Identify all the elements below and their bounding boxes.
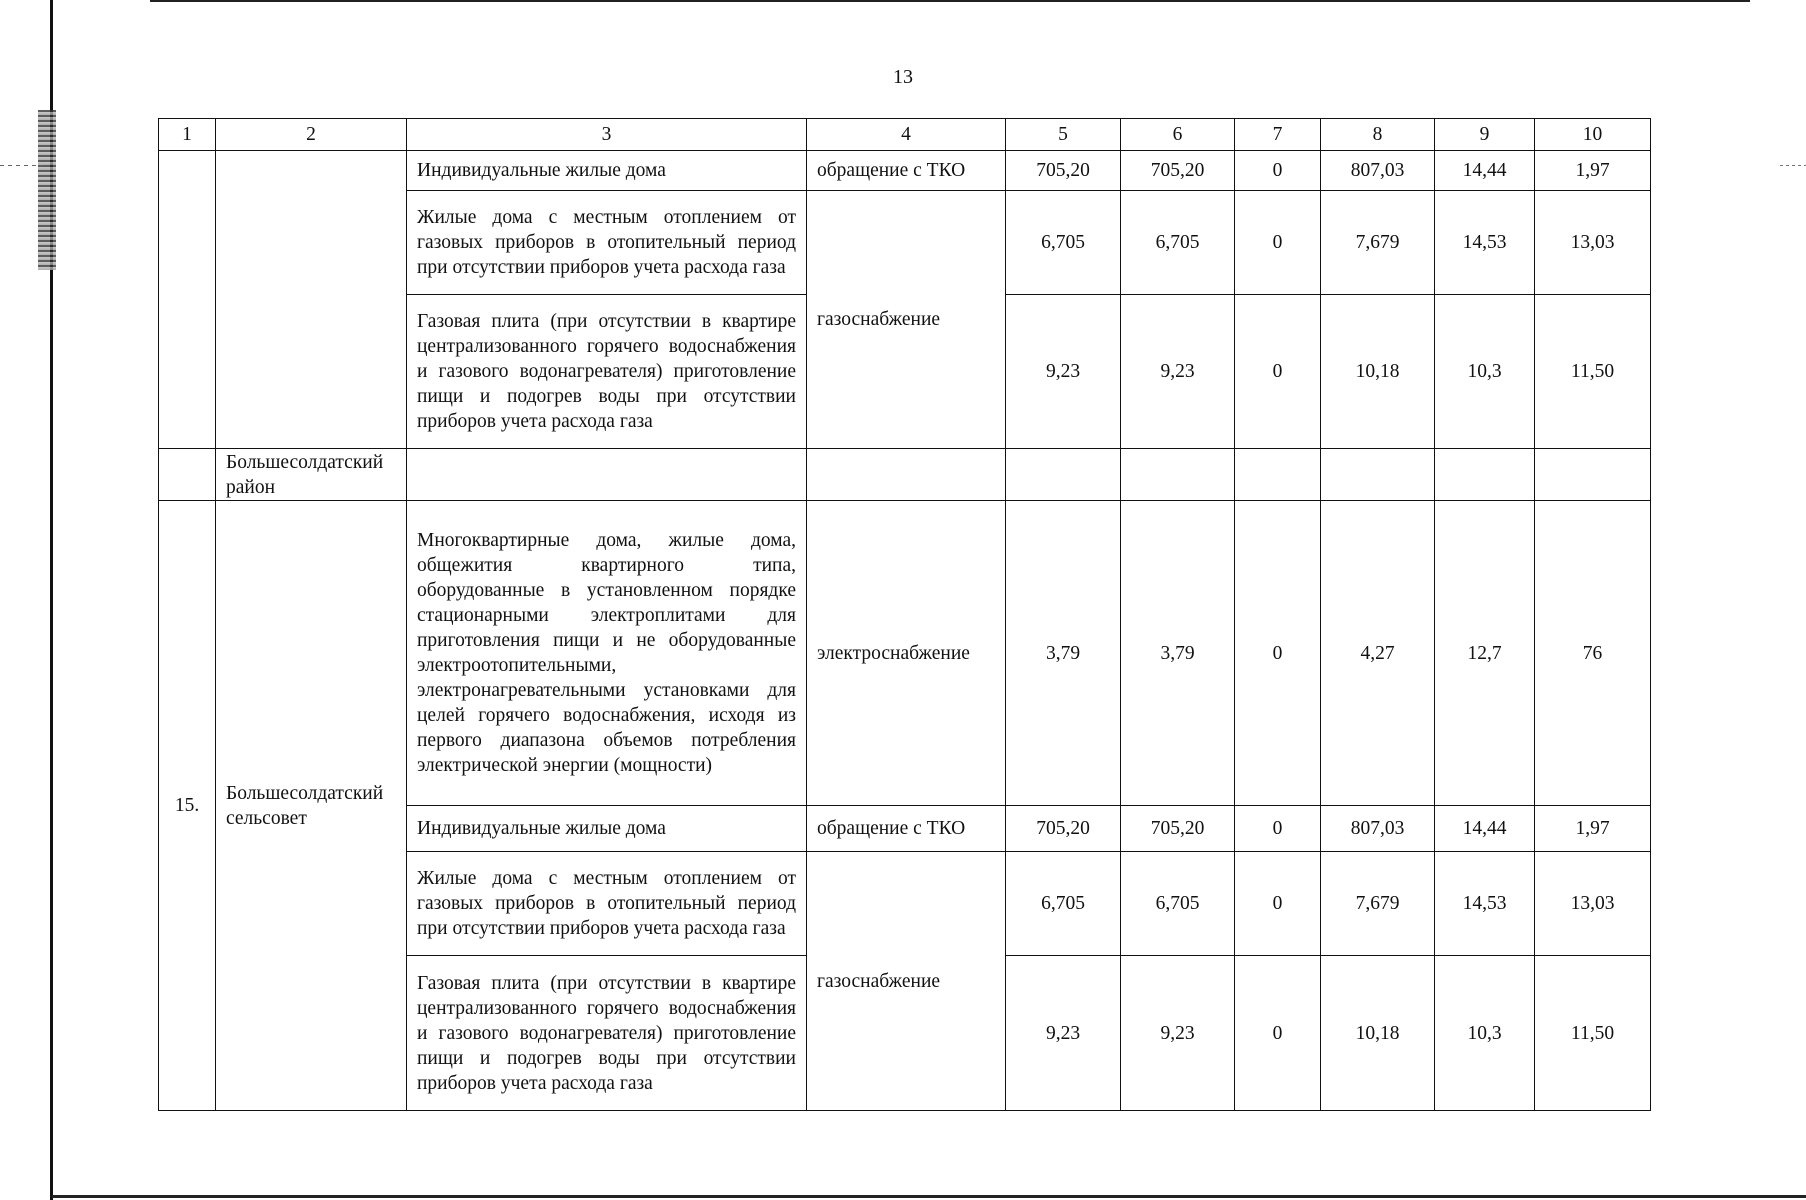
value-cell: 14,44 <box>1435 806 1535 852</box>
column-number: 9 <box>1435 119 1535 151</box>
value-cell: 10,18 <box>1321 956 1435 1111</box>
housing-type-cell: Жилые дома с местным отоплением от газовых приборов в отопительный период при отсутствии приборов учета расхода газа <box>407 191 807 295</box>
column-number: 10 <box>1535 119 1651 151</box>
service-cell: газоснабжение <box>807 852 1006 1111</box>
value-cell: 10,3 <box>1435 956 1535 1111</box>
row-number-cell <box>159 151 216 449</box>
empty-cell <box>1535 449 1651 501</box>
value-cell: 9,23 <box>1121 295 1235 449</box>
housing-type-cell: Многоквартирные дома, жилые дома, общежития квартирного типа, оборудованные в установленном порядке стационарными электроплитами для приготовления пищи и не оборудованные электроотопительными, электронагревательными установками для целей горячего водоснабжения, исходя из первого диапазона объемов потребления электрической энергии (мощности) <box>407 501 807 806</box>
row-number-cell: 15. <box>159 501 216 1111</box>
column-number: 4 <box>807 119 1006 151</box>
column-number: 7 <box>1235 119 1321 151</box>
value-cell: 807,03 <box>1321 151 1435 191</box>
column-number-row <box>159 119 1651 151</box>
housing-type-cell: Индивидуальные жилые дома <box>407 151 807 191</box>
value-cell: 0 <box>1235 191 1321 295</box>
column-number: 1 <box>159 119 216 151</box>
service-cell: обращение с ТКО <box>807 151 1006 191</box>
column-number: 2 <box>216 119 407 151</box>
value-cell: 11,50 <box>1535 295 1651 449</box>
district-name: Большесолдатский район <box>216 449 407 501</box>
value-cell: 9,23 <box>1006 295 1121 449</box>
value-cell: 705,20 <box>1121 806 1235 852</box>
value-cell: 14,44 <box>1435 151 1535 191</box>
scan-bottom-edge <box>52 1195 1806 1198</box>
scan-left-dash <box>0 165 42 166</box>
value-cell: 0 <box>1235 852 1321 956</box>
settlement-cell: Большесолдатский сельсовет <box>216 501 407 1111</box>
value-cell: 6,705 <box>1121 852 1235 956</box>
district-row <box>159 449 1651 501</box>
value-cell: 13,03 <box>1535 191 1651 295</box>
column-number: 6 <box>1121 119 1235 151</box>
value-cell: 4,27 <box>1321 501 1435 806</box>
value-cell: 7,679 <box>1321 191 1435 295</box>
value-cell: 807,03 <box>1321 806 1435 852</box>
value-cell: 10,18 <box>1321 295 1435 449</box>
value-cell: 13,03 <box>1535 852 1651 956</box>
value-cell: 1,97 <box>1535 151 1651 191</box>
column-number: 8 <box>1321 119 1435 151</box>
value-cell: 12,7 <box>1435 501 1535 806</box>
service-cell: обращение с ТКО <box>807 806 1006 852</box>
value-cell: 6,705 <box>1006 191 1121 295</box>
value-cell: 3,79 <box>1006 501 1121 806</box>
service-cell: газоснабжение <box>807 191 1006 449</box>
empty-cell <box>1235 449 1321 501</box>
housing-type-cell: Индивидуальные жилые дома <box>407 806 807 852</box>
scan-top-edge <box>150 0 1750 2</box>
value-cell: 0 <box>1235 501 1321 806</box>
value-cell: 10,3 <box>1435 295 1535 449</box>
value-cell: 6,705 <box>1121 191 1235 295</box>
column-number: 5 <box>1006 119 1121 151</box>
tariff-table <box>158 118 1651 1111</box>
service-cell: электроснабжение <box>807 501 1006 806</box>
scan-right-dash <box>1780 165 1806 166</box>
value-cell: 11,50 <box>1535 956 1651 1111</box>
value-cell: 9,23 <box>1006 956 1121 1111</box>
empty-cell <box>407 449 807 501</box>
value-cell: 0 <box>1235 956 1321 1111</box>
column-number: 3 <box>407 119 807 151</box>
scan-binding-smudge <box>38 110 56 270</box>
empty-cell <box>1121 449 1235 501</box>
value-cell: 0 <box>1235 295 1321 449</box>
value-cell: 705,20 <box>1006 151 1121 191</box>
empty-cell <box>1435 449 1535 501</box>
empty-cell <box>159 449 216 501</box>
value-cell: 705,20 <box>1121 151 1235 191</box>
housing-type-cell: Газовая плита (при отсутствии в квартире централизованного горячего водоснабжения и газового водонагревателя) приготовление пищи и подогрев воды при отсутствии приборов учета расхода газа <box>407 956 807 1111</box>
housing-type-cell: Жилые дома с местным отоплением от газовых приборов в отопительный период при отсутствии приборов учета расхода газа <box>407 852 807 956</box>
value-cell: 3,79 <box>1121 501 1235 806</box>
value-cell: 9,23 <box>1121 956 1235 1111</box>
housing-type-cell: Газовая плита (при отсутствии в квартире централизованного горячего водоснабжения и газового водонагревателя) приготовление пищи и подогрев воды при отсутствии приборов учета расхода газа <box>407 295 807 449</box>
table-row <box>159 151 1651 191</box>
value-cell: 0 <box>1235 806 1321 852</box>
value-cell: 14,53 <box>1435 852 1535 956</box>
value-cell: 6,705 <box>1006 852 1121 956</box>
value-cell: 14,53 <box>1435 191 1535 295</box>
value-cell: 1,97 <box>1535 806 1651 852</box>
value-cell: 0 <box>1235 151 1321 191</box>
value-cell: 76 <box>1535 501 1651 806</box>
value-cell: 7,679 <box>1321 852 1435 956</box>
empty-cell <box>807 449 1006 501</box>
empty-cell <box>1006 449 1121 501</box>
value-cell: 705,20 <box>1006 806 1121 852</box>
table-row <box>159 501 1651 806</box>
page-number: 13 <box>893 66 913 88</box>
settlement-cell <box>216 151 407 449</box>
empty-cell <box>1321 449 1435 501</box>
